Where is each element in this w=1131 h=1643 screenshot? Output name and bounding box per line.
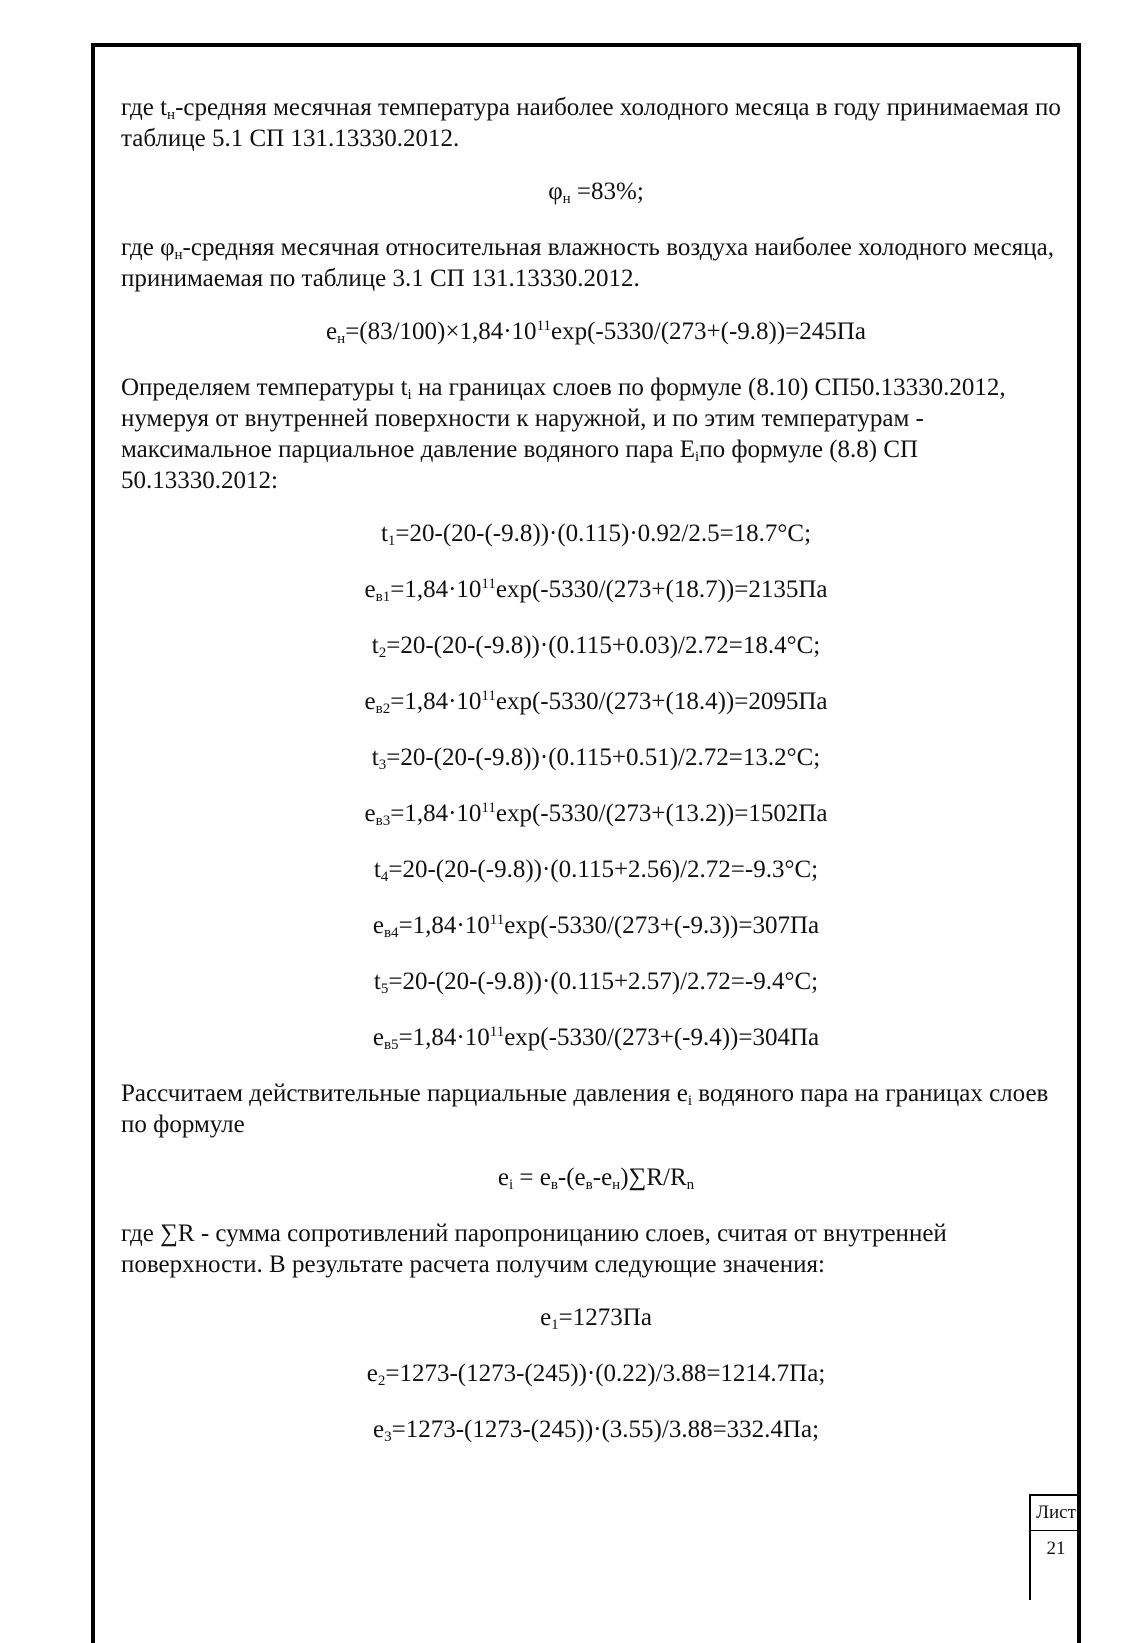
paragraph-sum-r: где ∑R - сумма сопротивлений паропроницанию слоев, считая от внутренней поверхности. В результате расчета получим следующие значения: [121,1220,947,1278]
equation-ev4: $e_{в4}=1,84\cdot 10^{11}\exp(-5330/(273+(-9.3))=307Па$ [372,912,820,941]
equation-t2: $t_2=20-(20-(-9.8))\cdot(0.115+0.03)/2.72=18.4^\circ C$; [371,632,821,661]
equation-ev5: $e_{в5}=1,84\cdot 10^{11}\exp(-5330/(273+(-9.4))=304Па$ [372,1024,820,1053]
sheet-number: 21 [1046,1538,1066,1559]
equation-t5: $t_5=20-(20-(-9.8))\cdot(0.115+2.57)/2.72=-9.4^\circ C$; [373,968,819,997]
paragraph-phi: где $\varphi_н$-средняя месячная относительная влажность воздуха наиболее холодного месяца, принимаемая по таблице 3.1 СП 131.13330.2012. [121,234,1054,292]
paragraph-partial-pressures: Рассчитаем действительные парциальные давления $e_i$ водяного пара на границах слоев по формуле [121,1080,1049,1138]
equation-ev3: $e_{в3}=1,84\cdot 10^{11}\exp(-5330/(273+(13.2))=1502Па$ [364,800,828,829]
equation-e2: $e_2=1273-(1273-(245))\cdot(0.22)/3.88=1214.7Па$; [366,1360,826,1389]
equation-t1: $t_1=20-(20-(-9.8))\cdot(0.115)\cdot 0.92/2.5=18.7^\circ C$; [380,520,812,549]
paragraph-temperatures: Определяем температуры $t_i$ на границах слоев по формуле (8.10) СП50.13330.2012, нумеруя от внутренней поверхности к наружной, и по этим температурам - максимальное парциальное давление водяного пара $E_iпо$ формуле (8.8) СП 50.13330.2012: [121,374,1006,494]
equation-t4: $t_4=20-(20-(-9.8))\cdot(0.115+2.56)/2.72=-9.3^\circ C$; [373,856,819,885]
equation-e3: $e_3=1273-(1273-(245))\cdot(3.55)/3.88=332.4Па$; [372,1416,820,1445]
equation-e1: $e_1=1273Па$ [540,1304,652,1333]
equation-en: $e_н=(83/100)\times 1,84\cdot 10^{11}\exp(-5330/(273+(-9.8))=245Па$ [326,318,866,347]
paragraph-tn: где $t_н$-средняя месячная температура наиболее холодного месяца в году принимаемая по таблице 5.1 СП 131.13330.2012. [121,94,1061,152]
equation-ev2: $e_{в2}=1,84\cdot 10^{11}\exp(-5330/(273+(18.4))=2095Па$ [364,688,828,717]
equation-ei: $e_i = e_в-(e_в-e_н)\sum R/R_n$ [497,1164,695,1193]
sheet-label: Лист [1031,1496,1081,1531]
equation-t3: $t_3=20-(20-(-9.8))\cdot(0.115+0.51)/2.72=13.2^\circ C$; [371,744,821,773]
sheet-stamp [1029,1494,1081,1600]
document-body [121,92,1071,1470]
equation-ev1: $e_{в1}=1,84\cdot 10^{11}\exp(-5330/(273+(18.7))=2135Па$ [364,576,828,605]
equation-phi: $\varphi_н =83\%$; [548,178,644,207]
